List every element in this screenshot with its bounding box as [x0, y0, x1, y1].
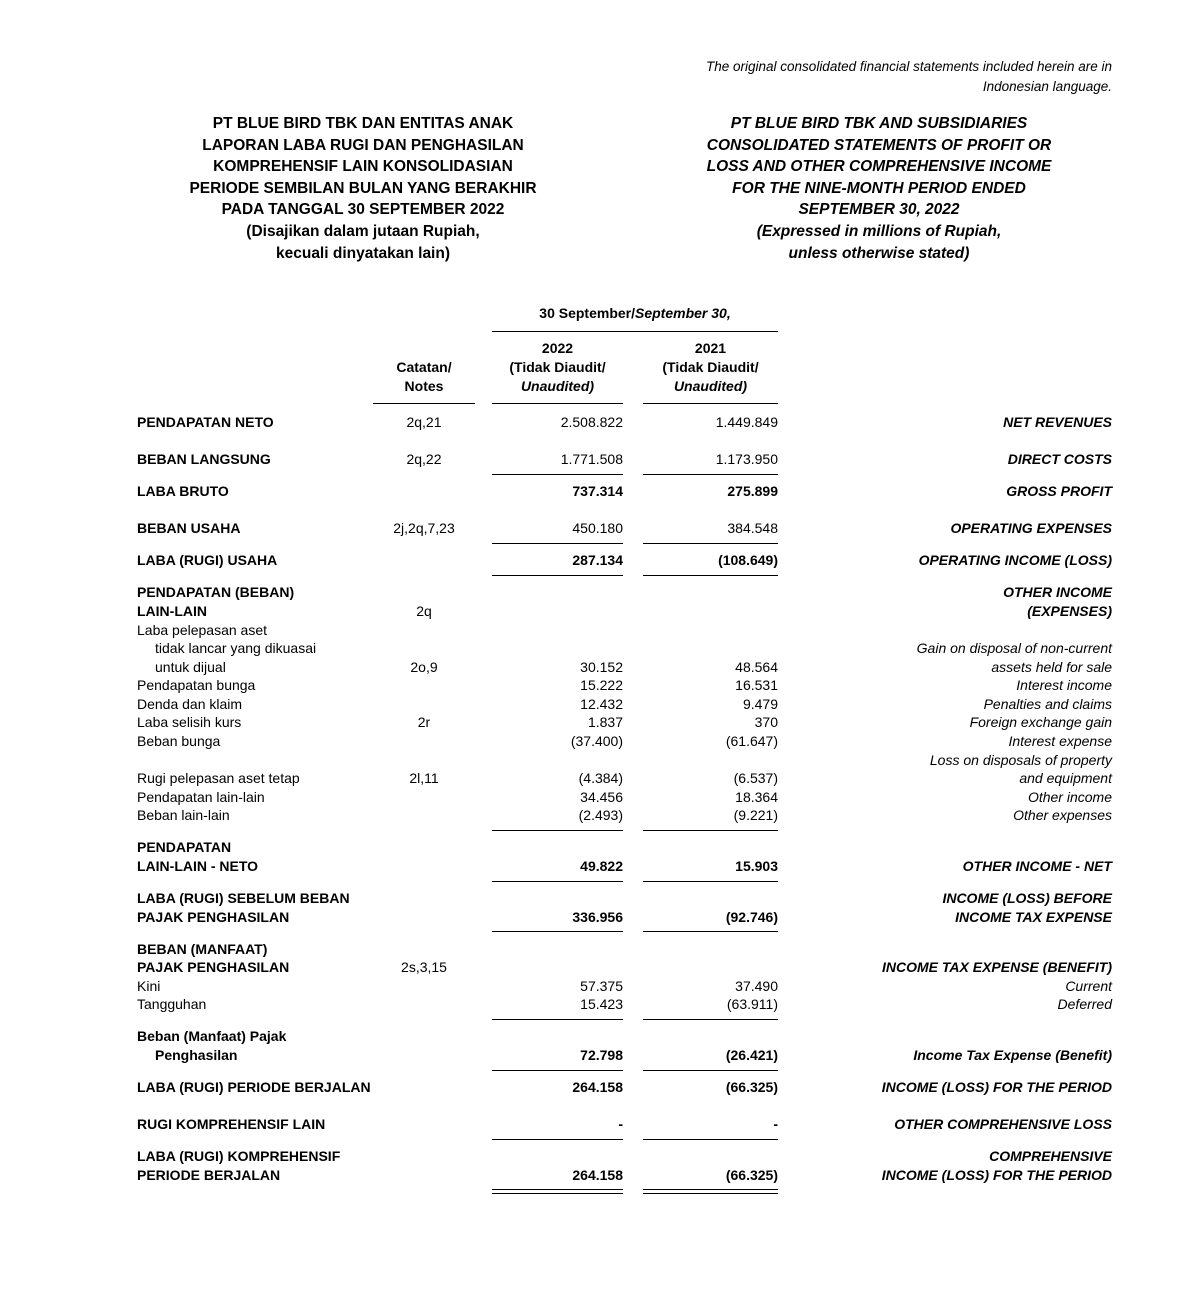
column-rule: [643, 830, 778, 831]
value-2021: 37.490: [735, 977, 778, 994]
label-english: Other income: [1027, 788, 1112, 805]
title-indonesian: [108, 113, 618, 264]
value-2021: (92.746): [725, 908, 778, 925]
statement-row: [0, 733, 1190, 752]
statement-row: [0, 858, 1190, 877]
label-indonesian: LABA (RUGI) SEBELUM BEBAN: [137, 890, 350, 907]
label-english: OPERATING EXPENSES: [950, 520, 1112, 537]
label-indonesian: PENDAPATAN (BEBAN): [137, 584, 295, 601]
value-2021: 48.564: [735, 658, 778, 675]
title-english: [645, 113, 1113, 264]
language-note-line-2: Indonesian language.: [982, 79, 1112, 94]
statement-row: [0, 978, 1190, 997]
language-note: [592, 57, 1112, 97]
label-english: OTHER INCOME - NET: [962, 858, 1112, 875]
year-2022: 2022: [541, 340, 574, 356]
value-2022: 49.822: [580, 858, 623, 875]
column-rule: [643, 1189, 778, 1194]
label-indonesian: untuk dijual: [155, 658, 226, 675]
label-indonesian: Pendapatan lain-lain: [137, 788, 265, 805]
column-rule: [492, 931, 623, 932]
column-rule: [643, 575, 778, 576]
title-en-line: LOSS AND OTHER COMPREHENSIVE INCOME: [706, 158, 1052, 176]
value-2022: 264.158: [572, 1166, 623, 1183]
label-english: Loss on disposals of property: [929, 751, 1112, 768]
value-2021: 18.364: [735, 788, 778, 805]
label-english: Gain on disposal of non-current: [916, 640, 1112, 657]
label-english: Income Tax Expense (Benefit): [913, 1046, 1112, 1063]
column-2022-rule: [492, 403, 623, 404]
label-indonesian: PENDAPATAN NETO: [137, 414, 274, 430]
label-indonesian: LABA (RUGI) PERIODE BERJALAN: [137, 1078, 371, 1095]
label-english: Interest expense: [1008, 733, 1112, 750]
note-reference: 2j,2q,7,23: [393, 520, 455, 537]
value-2021: 1.173.950: [715, 451, 778, 468]
statement-rows: [0, 414, 1190, 1199]
notes-header-indonesian: Catatan/: [396, 359, 452, 375]
title-en-line: CONSOLIDATED STATEMENTS OF PROFIT OR: [706, 136, 1052, 154]
statement-row: [0, 890, 1190, 909]
value-2022: 72.798: [580, 1046, 623, 1063]
period-header-indonesian: 30 September/: [539, 305, 635, 321]
column-rule: [643, 1070, 778, 1071]
value-2021: -: [773, 1116, 778, 1133]
column-rule: [643, 931, 778, 932]
note-reference: 2q,22: [406, 451, 442, 468]
statement-row: [0, 789, 1190, 808]
statement-row: [0, 941, 1190, 960]
single-total-rule: [0, 571, 1190, 584]
title-id-line: KOMPREHENSIF LAIN KONSOLIDASIAN: [213, 158, 513, 176]
note-reference: 2r: [417, 714, 431, 731]
value-2022: (37.400): [570, 733, 623, 750]
statement-row: [0, 807, 1190, 826]
statement-row: [0, 483, 1190, 502]
label-indonesian: Pendapatan bunga: [137, 677, 256, 694]
column-rule: [643, 474, 778, 475]
label-english: INCOME (LOSS) BEFORE: [942, 890, 1112, 907]
label-indonesian: LABA (RUGI) KOMPREHENSIF: [137, 1148, 341, 1165]
statement-row: [0, 520, 1190, 539]
label-english: COMPREHENSIVE: [989, 1148, 1112, 1165]
value-2022: 15.423: [580, 996, 623, 1013]
statement-row: [0, 752, 1190, 771]
value-2022: 2.508.822: [560, 414, 623, 430]
label-indonesian: BEBAN LANGSUNG: [137, 451, 271, 468]
title-en-line: unless otherwise stated): [788, 244, 970, 262]
label-english: OTHER INCOME: [1003, 584, 1112, 601]
statement-row: [0, 677, 1190, 696]
label-indonesian: Denda dan klaim: [137, 695, 243, 712]
value-2022: 30.152: [580, 658, 623, 675]
label-indonesian: Kini: [137, 977, 161, 994]
column-rule: [643, 543, 778, 544]
note-reference: 2o,9: [410, 658, 438, 675]
value-2022: 450.180: [572, 520, 623, 537]
table-header: [0, 300, 1190, 414]
column-rule: [492, 1019, 623, 1020]
value-2022: 34.456: [580, 788, 623, 805]
column-header-2022: [492, 339, 623, 396]
value-2021: (108.649): [718, 552, 778, 569]
statement-row: [0, 696, 1190, 715]
value-2021: 9.479: [742, 695, 778, 712]
value-2021: (66.325): [725, 1078, 778, 1095]
single-total-rule: [0, 1135, 1190, 1148]
column-rule: [492, 543, 623, 544]
label-indonesian: LABA (RUGI) USAHA: [137, 552, 278, 569]
column-2021-rule: [643, 403, 778, 404]
unaudited-en-2022: Unaudited): [520, 378, 595, 394]
value-2022: 15.222: [580, 677, 623, 694]
period-header: [492, 305, 778, 321]
unaudited-id-2022: (Tidak Diaudit/: [509, 359, 606, 375]
single-total-rule: [0, 877, 1190, 890]
value-2022: -: [618, 1116, 623, 1133]
statement-row: [0, 1028, 1190, 1047]
note-reference: 2l,11: [409, 770, 439, 787]
label-english: INCOME TAX EXPENSE (BENEFIT): [882, 959, 1112, 976]
value-2021: (63.911): [726, 996, 778, 1013]
column-rule: [643, 881, 778, 882]
statement-row: [0, 714, 1190, 733]
label-indonesian: Rugi pelepasan aset tetap: [137, 770, 300, 787]
column-header-2021: [643, 339, 778, 396]
unaudited-id-2021: (Tidak Diaudit/: [662, 359, 759, 375]
notes-column-header: [373, 358, 475, 396]
label-indonesian: PERIODE BERJALAN: [137, 1166, 281, 1183]
column-rule: [492, 474, 623, 475]
label-indonesian: PAJAK PENGHASILAN: [137, 959, 290, 976]
value-2022: 1.771.508: [560, 451, 623, 468]
note-reference: 2q: [416, 602, 432, 619]
single-total-rule: [0, 539, 1190, 552]
statement-row: [0, 770, 1190, 789]
label-english: Interest income: [1016, 677, 1112, 694]
value-2022: 264.158: [572, 1078, 623, 1095]
title-id-line: (Disajikan dalam jutaan Rupiah,: [246, 222, 480, 240]
single-total-rule: [0, 1015, 1190, 1028]
column-rule: [492, 1189, 623, 1194]
column-rule: [643, 1139, 778, 1140]
title-en-line: FOR THE NINE-MONTH PERIOD ENDED: [732, 179, 1026, 197]
single-total-rule: [0, 1066, 1190, 1079]
statement-row: [0, 659, 1190, 678]
statement-row: [0, 959, 1190, 978]
title-en-line: SEPTEMBER 30, 2022: [798, 201, 960, 219]
label-indonesian: LAIN-LAIN - NETO: [137, 858, 259, 875]
period-rule: [492, 331, 778, 332]
title-en-line: PT BLUE BIRD TBK AND SUBSIDIARIES: [730, 115, 1028, 132]
value-2021: 16.531: [735, 677, 778, 694]
statement-row: [0, 1116, 1190, 1135]
column-rule: [492, 830, 623, 831]
statement-row: [0, 1079, 1190, 1098]
title-id-line: kecuali dinyatakan lain): [275, 244, 450, 262]
column-rule: [492, 881, 623, 882]
label-indonesian: Tangguhan: [137, 996, 207, 1013]
label-indonesian: Laba pelepasan aset: [137, 621, 267, 638]
language-note-line-1: The original consolidated financial statements included herein are in: [706, 59, 1112, 74]
title-id-line: LAPORAN LABA RUGI DAN PENGHASILAN: [202, 136, 524, 154]
label-indonesian: LABA BRUTO: [137, 483, 229, 500]
statement-row: [0, 451, 1190, 470]
label-indonesian: PENDAPATAN: [137, 839, 232, 856]
single-total-rule: [0, 470, 1190, 483]
period-header-english: September 30,: [635, 305, 731, 321]
label-english: assets held for sale: [991, 658, 1112, 675]
statement-row: [0, 584, 1190, 603]
notes-header-english: Notes: [404, 378, 444, 394]
title-id-line: PADA TANGGAL 30 SEPTEMBER 2022: [221, 201, 505, 219]
statement-row: [0, 909, 1190, 928]
value-2022: (2.493): [578, 807, 623, 824]
label-english: OPERATING INCOME (LOSS): [918, 552, 1112, 569]
label-english: (EXPENSES): [1027, 602, 1112, 619]
note-reference: 2s,3,15: [401, 959, 447, 976]
column-rule: [643, 1019, 778, 1020]
value-2022: 336.956: [572, 908, 623, 925]
column-rule: [492, 1070, 623, 1071]
value-2022: 1.837: [587, 714, 623, 731]
label-indonesian: Laba selisih kurs: [137, 714, 242, 731]
value-2022: 12.432: [580, 695, 623, 712]
value-2021: (6.537): [733, 770, 778, 787]
label-english: GROSS PROFIT: [1006, 483, 1112, 500]
label-indonesian: tidak lancar yang dikuasai: [155, 640, 317, 657]
column-rule: [492, 1139, 623, 1140]
value-2022: 287.134: [572, 552, 623, 569]
title-en-line: (Expressed in millions of Rupiah,: [756, 222, 1002, 240]
statement-row: [0, 552, 1190, 571]
label-indonesian: LAIN-LAIN: [137, 602, 207, 619]
value-2022: 737.314: [572, 483, 623, 500]
label-english: NET REVENUES: [1003, 414, 1112, 430]
label-indonesian: PAJAK PENGHASILAN: [137, 908, 290, 925]
value-2021: 15.903: [735, 858, 778, 875]
statement-row: [0, 622, 1190, 641]
value-2021: 275.899: [727, 483, 778, 500]
statement-row: [0, 414, 1190, 433]
label-indonesian: BEBAN (MANFAAT): [137, 940, 268, 957]
value-2021: (61.647): [725, 733, 778, 750]
title-id-line: PT BLUE BIRD TBK DAN ENTITAS ANAK: [212, 115, 514, 132]
value-2022: (4.384): [578, 770, 623, 787]
label-indonesian: Beban bunga: [137, 733, 221, 750]
label-english: Deferred: [1057, 996, 1112, 1013]
label-indonesian: RUGI KOMPREHENSIF LAIN: [137, 1116, 326, 1133]
label-english: OTHER COMPREHENSIVE LOSS: [894, 1116, 1112, 1133]
value-2021: (26.421): [725, 1046, 778, 1063]
single-total-rule: [0, 927, 1190, 940]
label-english: INCOME (LOSS) FOR THE PERIOD: [881, 1166, 1112, 1183]
label-indonesian: Beban (Manfaat) Pajak: [137, 1028, 287, 1045]
label-english: Foreign exchange gain: [969, 714, 1112, 731]
statement-row: [0, 1148, 1190, 1167]
title-id-line: PERIODE SEMBILAN BULAN YANG BERAKHIR: [189, 179, 537, 197]
value-2021: 384.548: [727, 520, 778, 537]
statement-row: [0, 1167, 1190, 1186]
label-english: Other expenses: [1013, 807, 1112, 824]
value-2021: (9.221): [733, 807, 778, 824]
label-english: INCOME TAX EXPENSE: [955, 908, 1112, 925]
single-total-rule: [0, 826, 1190, 839]
unaudited-en-2021: Unaudited): [673, 378, 748, 394]
value-2021: 370: [754, 714, 778, 731]
statement-row: [0, 640, 1190, 659]
label-english: Current: [1065, 977, 1112, 994]
statement-row: [0, 996, 1190, 1015]
label-indonesian: Penghasilan: [155, 1046, 238, 1063]
value-2022: 57.375: [580, 977, 623, 994]
label-english: Penalties and claims: [983, 695, 1112, 712]
year-2021: 2021: [694, 340, 727, 356]
value-2021: (66.325): [725, 1166, 778, 1183]
notes-header-rule: [373, 403, 475, 404]
note-reference: 2q,21: [406, 414, 442, 430]
label-indonesian: BEBAN USAHA: [137, 520, 241, 537]
label-indonesian: Beban lain-lain: [137, 807, 230, 824]
column-rule: [492, 575, 623, 576]
value-2021: 1.449.849: [715, 414, 778, 430]
label-english: DIRECT COSTS: [1007, 451, 1112, 468]
label-english: INCOME (LOSS) FOR THE PERIOD: [881, 1078, 1112, 1095]
statement-row: [0, 839, 1190, 858]
label-english: and equipment: [1019, 770, 1112, 787]
statement-row: [0, 1047, 1190, 1066]
statement-row: [0, 603, 1190, 622]
double-total-rule: [0, 1185, 1190, 1198]
